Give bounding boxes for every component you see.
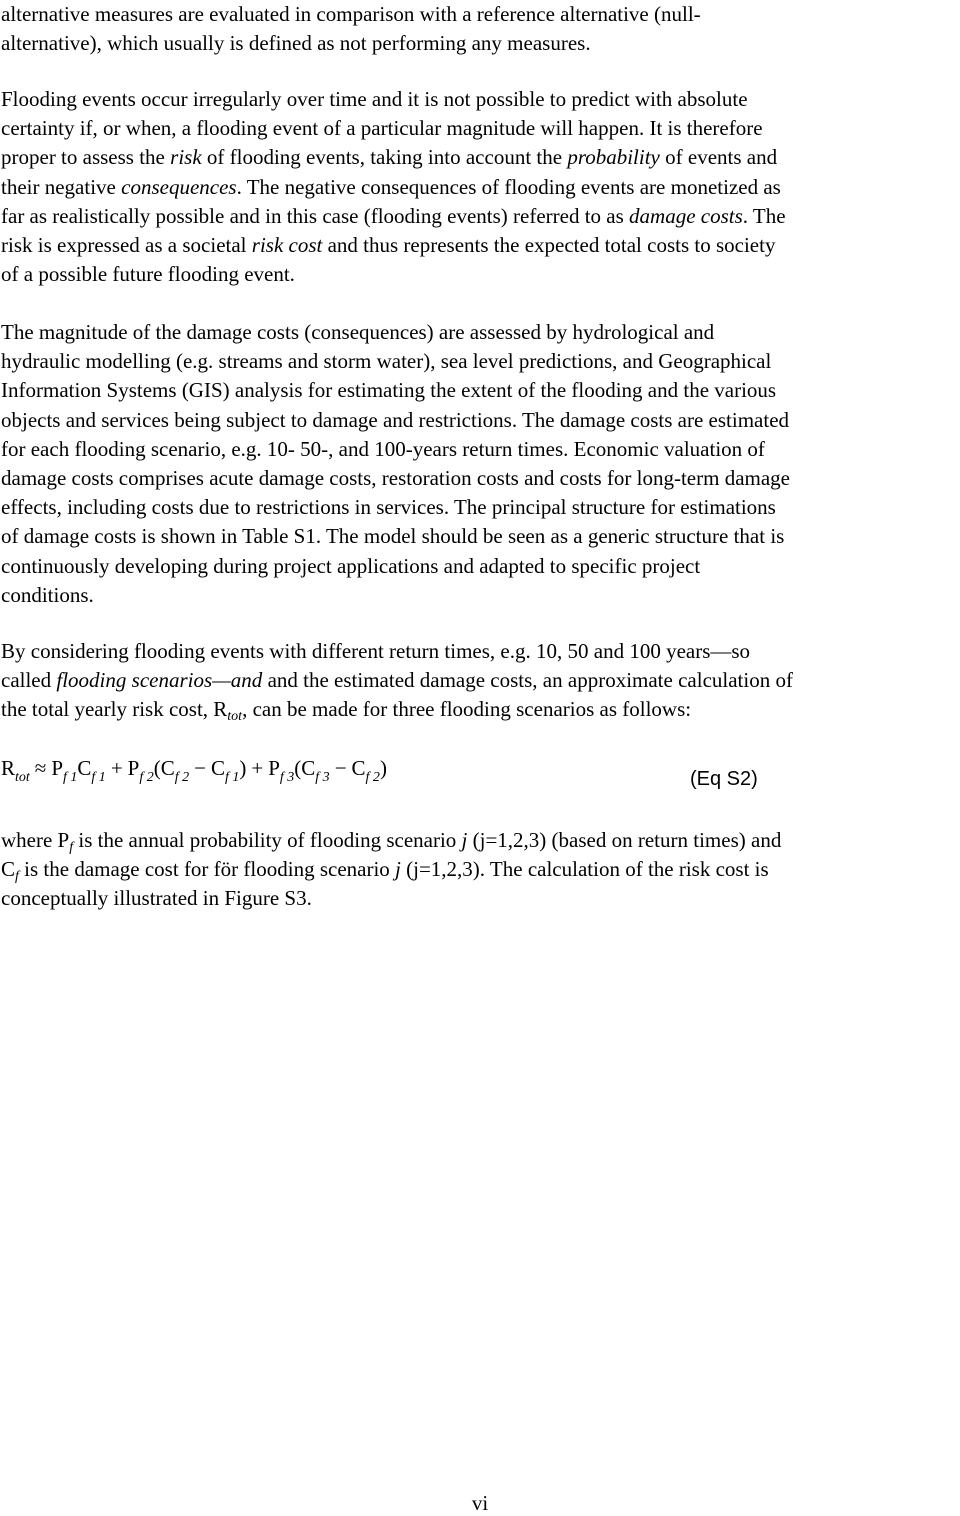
text-line: conditions. (1, 582, 94, 607)
emphasis-damage-costs: damage costs (629, 203, 743, 228)
text-line: effects, including costs due to restrictions in services. The principal structure for estimations (1, 495, 776, 520)
text-line: The magnitude of the damage costs (consequences) are assessed by hydrological and (1, 320, 715, 344)
text-line: continuously developing during project applications and adapted to specific project (1, 553, 701, 578)
emphasis-risk: risk (170, 145, 202, 170)
paragraph-damage-costs (1, 318, 957, 610)
text-line: certainty if, or when, a flooding event of a particular magnitude will happen. It is therefore (1, 116, 763, 141)
equation-s2 (1, 752, 957, 802)
text-line: conceptually illustrated in Figure S3. (1, 886, 312, 911)
text-line: their negative consequences. The negative consequences of flooding events are monetized as (1, 174, 781, 199)
page-number: vi (471, 1491, 489, 1515)
paragraph-where (1, 826, 957, 914)
text-line: proper to assess the risk of flooding events, taking into account the probability of events and (1, 145, 778, 170)
emphasis-flooding-scenarios: flooding scenarios—and (56, 668, 263, 693)
paragraph-intro (1, 0, 957, 58)
text-line: By considering flooding events with different return times, e.g. 10, 50 and 100 years—so (1, 639, 751, 663)
text-line: of damage costs is shown in Table S1. The model should be seen as a generic structure that is (1, 524, 785, 549)
emphasis-probability: probability (567, 145, 660, 170)
text-line: for each flooding scenario, e.g. 10- 50-, and 100-years return times. Economic valuation of (1, 436, 765, 461)
text-line: alternative measures are evaluated in comparison with a reference alternative (null- (1, 2, 701, 26)
equation-label: (Eq S2) (690, 768, 758, 790)
text-line: called flooding scenarios—and and the estimated damage costs, an approximate calculation of (1, 668, 793, 693)
text-line: objects and services being subject to damage and restrictions. The damage costs are estimated (1, 407, 790, 432)
emphasis-risk-cost: risk cost (251, 233, 323, 258)
text-line: where $P_f$ is the annual probability of flooding scenario j (j=1,2,3) (based on return times) and (1, 828, 782, 855)
text-line: far as realistically possible and in this case (flooding events) referred to as damage costs. The (1, 203, 786, 228)
equation-formula: $R_{tot} \approx P_{f 1}C_{f 1} + P_{f 2}(C_{f 2} - C_{f 1}) + P_{f 3}(C_{f 3} - C_{f 2})$ (1, 756, 387, 785)
paragraph-flooding-risk (1, 85, 957, 289)
text-line: alternative), which usually is defined as not performing any measures. (1, 31, 591, 56)
text-line: $C_f$ is the damage cost for för flooding scenario j (j=1,2,3). The calculation of the risk cost is (1, 857, 769, 885)
text-line: the total yearly risk cost, $R_{tot}$, can be made for three flooding scenarios as follows: (1, 697, 692, 725)
text-line: Flooding events occur irregularly over time and it is not possible to predict with absolute (1, 87, 748, 111)
text-line: damage costs comprises acute damage costs, restoration costs and costs for long-term damage (1, 466, 791, 491)
emphasis-consequences: consequences (121, 174, 237, 199)
paragraph-scenarios (1, 637, 957, 725)
text-line: of a possible future flooding event. (1, 262, 295, 287)
text-line: risk is expressed as a societal risk cost and thus represents the expected total costs to society (1, 233, 776, 258)
text-line: hydraulic modelling (e.g. streams and storm water), sea level predictions, and Geographical (1, 349, 772, 374)
text-line: Information Systems (GIS) analysis for estimating the extent of the flooding and the various (1, 378, 777, 403)
